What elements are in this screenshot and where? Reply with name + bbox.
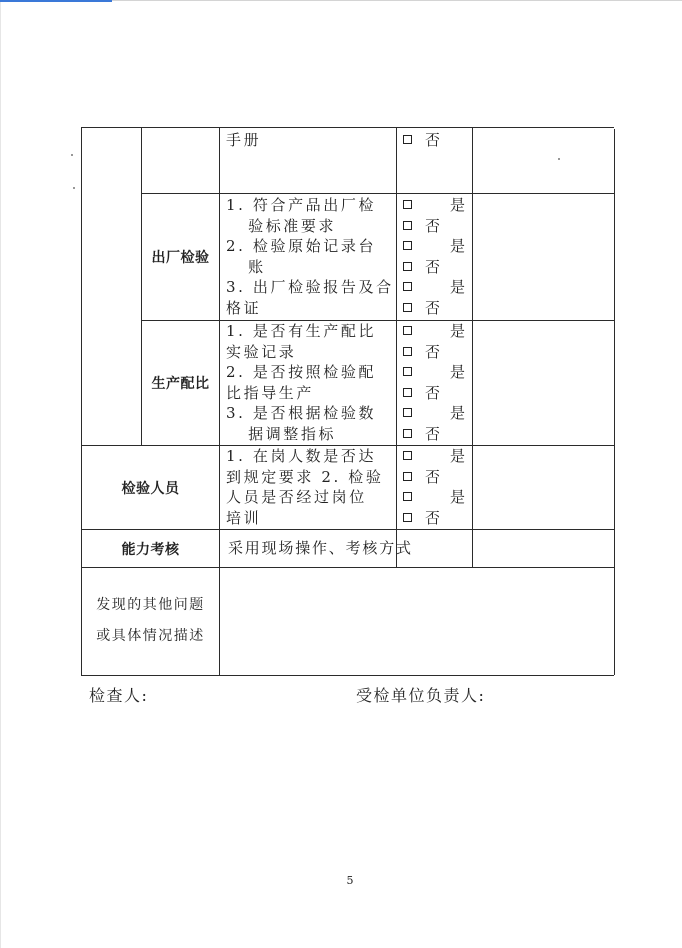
checkbox-option[interactable]	[403, 298, 475, 318]
label-factory-inspection: 出厂检验	[151, 250, 210, 266]
table-outer-right-border	[614, 129, 615, 675]
option-label: 是	[450, 363, 466, 382]
unit-head-signature-label: 受检单位负责人:	[356, 686, 486, 705]
label-capability-assessment: 能力考核	[121, 541, 180, 558]
checkbox-option[interactable]	[403, 508, 475, 528]
checkbox-square-icon	[403, 326, 412, 335]
item-text-manual: 手册	[226, 131, 262, 149]
checkbox-square-icon	[403, 262, 412, 271]
option-label: 是	[450, 322, 466, 340]
option-label: 是	[450, 196, 466, 214]
option-label: 否	[425, 131, 441, 149]
checkbox-option[interactable]	[403, 130, 475, 150]
checkbox-square-icon	[403, 303, 412, 312]
table-top-border	[81, 127, 614, 128]
page-number: 5	[346, 874, 354, 887]
checkbox-option[interactable]	[403, 342, 475, 362]
checkbox-option[interactable]	[403, 467, 475, 487]
option-label: 是	[450, 447, 466, 465]
scan-speck	[558, 158, 560, 160]
option-label: 否	[425, 467, 441, 486]
checkbox-option[interactable]	[403, 403, 475, 423]
option-label: 是	[450, 488, 466, 507]
option-label: 是	[450, 278, 466, 297]
option-label: 否	[425, 508, 441, 527]
label-production-ratio: 生产配比	[151, 376, 210, 392]
checkbox-square-icon	[403, 367, 412, 376]
checkbox-square-icon	[403, 347, 412, 356]
checkbox-option[interactable]	[403, 424, 475, 444]
checkbox-square-icon	[403, 472, 412, 481]
checkbox-square-icon	[403, 451, 412, 460]
option-label: 否	[425, 383, 441, 402]
label-other-issues-line2: 或具体情况描述	[96, 628, 205, 644]
checkbox-option[interactable]	[403, 383, 475, 403]
option-label: 否	[425, 342, 441, 361]
checkbox-square-icon	[403, 241, 412, 250]
option-label: 否	[425, 257, 441, 276]
checkbox-option[interactable]	[403, 362, 475, 382]
option-label: 是	[450, 237, 466, 256]
item-text-inspectors: 1. 在岗人数是否达 到规定要求 2. 检验 人员是否经过岗位 培训	[226, 447, 384, 527]
option-label: 否	[425, 299, 441, 317]
checkbox-option[interactable]	[403, 487, 475, 507]
checkbox-square-icon	[403, 408, 412, 417]
checkbox-option[interactable]	[403, 321, 475, 341]
scan-speck	[73, 187, 75, 189]
row-divider	[81, 567, 614, 568]
scan-speck	[71, 154, 73, 156]
table-item-left-border	[219, 127, 220, 675]
checkbox-square-icon	[403, 429, 412, 438]
checkbox-square-icon	[403, 200, 412, 209]
option-label: 否	[425, 425, 441, 443]
checkbox-option[interactable]	[403, 195, 475, 215]
table-bottom-border	[81, 675, 614, 676]
option-label: 是	[450, 404, 466, 423]
checkbox-option[interactable]	[403, 216, 475, 236]
checkbox-option[interactable]	[403, 446, 475, 466]
checkbox-square-icon	[403, 513, 412, 522]
label-inspectors: 检验人员	[121, 480, 180, 497]
label-other-issues-line1: 发现的其他问题	[96, 597, 205, 613]
item-text-production-ratio: 1. 是否有生产配比 实验记录 2. 是否按照检验配 比指导生产 3. 是否根据检验数 据调整指标	[226, 322, 377, 443]
inspector-signature-label: 检查人:	[89, 686, 149, 705]
checkbox-square-icon	[403, 282, 412, 291]
checkbox-square-icon	[403, 388, 412, 397]
label-other-issues	[82, 590, 219, 652]
checkbox-option[interactable]	[403, 236, 475, 256]
checkbox-square-icon	[403, 135, 412, 144]
option-label: 否	[425, 216, 441, 235]
checkbox-square-icon	[403, 492, 412, 501]
checkbox-option[interactable]	[403, 257, 475, 277]
item-text-factory-inspection: 1. 符合产品出厂检 验标准要求 2. 检验原始记录台 账 3. 出厂检验报告及合 格证	[226, 196, 394, 317]
checkbox-option[interactable]	[403, 277, 475, 297]
item-text-capability: 采用现场操作、考核方式	[228, 539, 413, 557]
checkbox-square-icon	[403, 221, 412, 230]
